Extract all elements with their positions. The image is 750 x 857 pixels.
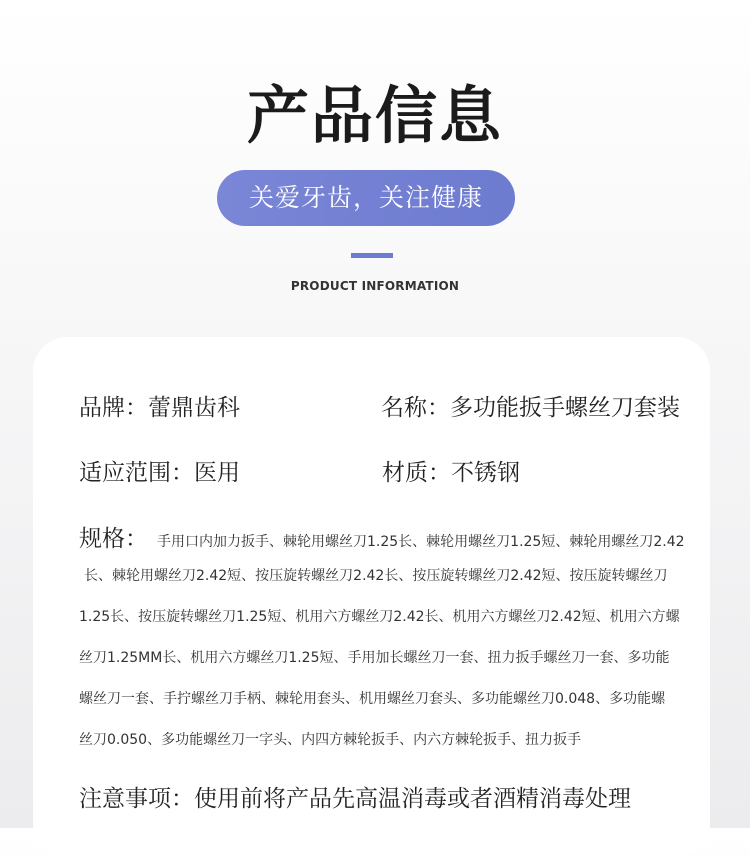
- spec-line: 1.25长、按压旋转螺丝刀1.25短、机用六方螺丝刀2.42长、机用六方螺丝刀2.42短、机用六方螺: [79, 609, 680, 625]
- spec-label: 规格：: [79, 526, 148, 552]
- scope-field: 适应范围：医用: [79, 460, 240, 486]
- spec-line: 手用口内加力扳手、棘轮用螺丝刀1.25长、棘轮用螺丝刀1.25短、棘轮用螺丝刀2.42: [157, 534, 685, 550]
- english-subtitle: PRODUCT INFORMATION: [290, 279, 460, 293]
- accent-divider: [351, 253, 393, 258]
- spec-line: 螺丝刀一套、手拧螺丝刀手柄、棘轮用套头、机用螺丝刀套头、多功能螺丝刀0.048、多功能螺: [79, 691, 666, 707]
- spec-line: 长、棘轮用螺丝刀2.42短、按压旋转螺丝刀2.42长、按压旋转螺丝刀2.42短、按压旋转螺丝刀: [84, 568, 668, 584]
- spec-line: 丝刀0.050、多功能螺丝刀一字头、内四方棘轮扳手、内六方棘轮扳手、扭力扳手: [79, 732, 582, 748]
- material-field: 材质：不锈钢: [382, 460, 520, 486]
- spec-line: 丝刀1.25MM长、机用六方螺丝刀1.25短、手用加长螺丝刀一套、扭力扳手螺丝刀一套、多功能: [79, 650, 670, 666]
- page-title: 产品信息: [246, 79, 503, 152]
- slogan-badge: 关爱牙齿，关注健康: [217, 170, 515, 226]
- product-name-field: 名称：多功能扳手螺丝刀套装: [381, 395, 680, 421]
- brand-field: 品牌：蕾鼎齿科: [79, 395, 240, 421]
- usage-note: 注意事项：使用前将产品先高温消毒或者酒精消毒处理: [79, 786, 631, 812]
